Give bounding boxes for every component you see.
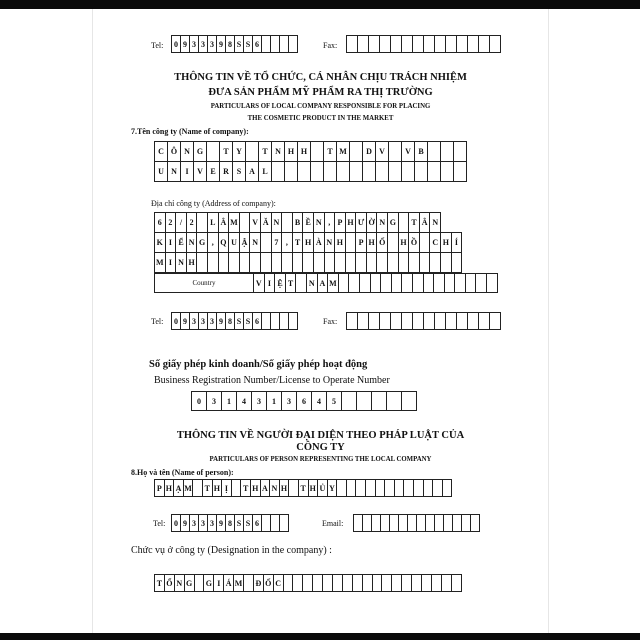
company-address-cell[interactable] <box>451 252 463 273</box>
tel-digit-cell[interactable]: 3 <box>198 312 208 330</box>
company-address-cell[interactable]: H <box>302 232 314 253</box>
company-name-cell[interactable] <box>323 161 337 182</box>
business-digit-cell[interactable]: 3 <box>281 391 297 411</box>
tel-digit-cell[interactable] <box>288 312 298 330</box>
rep-name-cell[interactable]: Y <box>327 479 338 497</box>
rep-name-label: 8.Họ và tên (Name of person): <box>131 468 234 477</box>
rep-name-cell[interactable]: H <box>308 479 319 497</box>
rep-section-title-en: PARTICULARS OF PERSON REPRESENTING THE LOCAL COMPANY <box>209 456 432 463</box>
designation-cell[interactable] <box>451 574 462 592</box>
tel-digit-cell[interactable]: 0 <box>171 312 181 330</box>
tel-digit-cell[interactable]: S <box>243 35 253 53</box>
tel-label-mid: Tel: <box>151 317 164 326</box>
company-name-cell[interactable] <box>206 141 220 162</box>
rep-name-cell[interactable]: N <box>269 479 280 497</box>
rep-name-cell[interactable]: H <box>279 479 290 497</box>
business-digit-cell[interactable]: 1 <box>266 391 282 411</box>
designation-cell[interactable]: Ố <box>263 574 274 592</box>
company-name-cell[interactable]: L <box>258 161 272 182</box>
company-name-cell[interactable]: T <box>323 141 337 162</box>
rep-name-cell[interactable]: Ị <box>221 479 232 497</box>
business-digit-cell[interactable]: 6 <box>296 391 312 411</box>
company-name-cell[interactable]: N <box>180 141 194 162</box>
country-cell[interactable]: A <box>317 273 329 293</box>
business-digit-cell[interactable] <box>386 391 402 411</box>
company-name-cell[interactable] <box>336 161 350 182</box>
company-address-cell[interactable]: N <box>376 212 388 233</box>
country-row <box>154 273 497 293</box>
company-address-cell[interactable]: I <box>165 252 177 273</box>
business-digit-cell[interactable] <box>341 391 357 411</box>
company-address-cell[interactable]: Ể <box>175 232 187 253</box>
country-cell[interactable]: M <box>327 273 339 293</box>
company-name-cell[interactable]: H <box>284 141 298 162</box>
company-address-cell[interactable]: , <box>281 232 293 253</box>
company-name-cell[interactable] <box>427 141 441 162</box>
company-address-row <box>154 232 461 253</box>
company-address-cell[interactable]: Ă <box>260 212 272 233</box>
designation-cell[interactable]: M <box>233 574 244 592</box>
company-address-cell[interactable]: , <box>324 212 336 233</box>
rep-section-title-vn-1: THÔNG TIN VỀ NGƯỜI ĐẠI DIỆN THEO PHÁP LUẬT CỦA <box>176 430 465 441</box>
rep-name-cell[interactable]: M <box>183 479 194 497</box>
company-address-cell[interactable]: N <box>429 212 441 233</box>
company-name-cell[interactable]: M <box>336 141 350 162</box>
company-name-cell[interactable] <box>310 161 324 182</box>
company-name-cell[interactable] <box>388 141 402 162</box>
rep-name-cell[interactable]: Ạ <box>173 479 184 497</box>
company-address-cell[interactable]: Â <box>419 212 431 233</box>
company-name-cell[interactable]: N <box>167 161 181 182</box>
tel-digit-cell[interactable]: 3 <box>198 35 208 53</box>
business-registration-input[interactable] <box>191 391 416 411</box>
company-address-row <box>154 252 461 273</box>
company-name-cell[interactable]: N <box>271 141 285 162</box>
company-address-cell[interactable]: À <box>313 232 325 253</box>
company-address-cell[interactable]: M <box>154 252 166 273</box>
business-digit-cell[interactable] <box>401 391 417 411</box>
company-address-input[interactable] <box>154 212 461 272</box>
country-cell[interactable]: I <box>264 273 276 293</box>
company-name-cell[interactable] <box>349 161 363 182</box>
rep-name-cell[interactable]: T <box>202 479 213 497</box>
company-address-cell[interactable]: H <box>440 232 452 253</box>
rep-tel-digit-cell[interactable]: S <box>234 514 244 532</box>
company-name-cell[interactable] <box>271 161 285 182</box>
tel-digit-cell[interactable]: 3 <box>189 312 199 330</box>
company-name-cell[interactable] <box>427 161 441 182</box>
designation-cell[interactable]: N <box>174 574 185 592</box>
company-address-cell[interactable]: Ố <box>376 232 388 253</box>
company-name-cell[interactable]: V <box>375 141 389 162</box>
fax-input-top[interactable] <box>346 35 500 53</box>
company-section-title-en-2: THE COSMETIC PRODUCT IN THE MARKET <box>247 115 394 122</box>
company-name-cell[interactable] <box>414 161 428 182</box>
company-name-cell[interactable]: G <box>193 141 207 162</box>
country-cell[interactable]: Ệ <box>274 273 286 293</box>
company-name-cell[interactable]: U <box>154 161 168 182</box>
rep-name-cell[interactable]: P <box>154 479 165 497</box>
company-address-cell[interactable]: T <box>408 212 420 233</box>
company-address-cell[interactable]: 2 <box>165 212 177 233</box>
designation-cell[interactable]: C <box>273 574 284 592</box>
company-name-cell[interactable] <box>375 161 389 182</box>
company-address-cell[interactable]: 2 <box>186 212 198 233</box>
designation-input[interactable] <box>154 574 461 592</box>
company-name-row <box>154 161 466 182</box>
company-name-cell[interactable]: V <box>193 161 207 182</box>
tel-digit-cell[interactable]: 8 <box>225 35 235 53</box>
business-digit-cell[interactable]: 5 <box>326 391 342 411</box>
company-name-cell[interactable] <box>453 161 467 182</box>
business-digit-cell[interactable]: 1 <box>221 391 237 411</box>
company-address-cell[interactable]: N <box>324 232 336 253</box>
business-digit-cell[interactable] <box>371 391 387 411</box>
business-digit-cell[interactable]: 0 <box>191 391 207 411</box>
tel-digit-cell[interactable]: S <box>234 35 244 53</box>
company-address-cell[interactable]: Ờ <box>366 212 378 233</box>
company-name-row <box>154 141 466 162</box>
company-name-cell[interactable]: I <box>180 161 194 182</box>
company-address-cell[interactable]: Ề <box>302 212 314 233</box>
rep-name-cell[interactable]: H <box>212 479 223 497</box>
company-name-cell[interactable]: A <box>245 161 259 182</box>
company-address-cell[interactable]: Ồ <box>408 232 420 253</box>
company-address-cell[interactable]: Ậ <box>239 232 251 253</box>
rep-tel-input[interactable] <box>171 514 288 532</box>
country-cell[interactable]: T <box>285 273 297 293</box>
company-name-cell[interactable] <box>245 141 259 162</box>
company-section-title-vn-2: ĐƯA SẢN PHẨM MỸ PHẨM RA THỊ TRƯỜNG <box>208 87 433 98</box>
company-name-cell[interactable] <box>284 161 298 182</box>
tel-digit-cell[interactable] <box>288 35 298 53</box>
rep-tel-digit-cell[interactable]: 9 <box>216 514 226 532</box>
rep-name-cell[interactable]: H <box>250 479 261 497</box>
rep-name-cell[interactable]: T <box>298 479 309 497</box>
tel-input-top[interactable] <box>171 35 297 53</box>
rep-name-cell[interactable] <box>442 479 453 497</box>
company-address-cell[interactable]: H <box>186 252 198 273</box>
company-address-cell[interactable]: L <box>207 212 219 233</box>
rep-tel-digit-cell[interactable]: S <box>243 514 253 532</box>
tel-digit-cell[interactable]: 8 <box>225 312 235 330</box>
company-name-cell[interactable] <box>310 141 324 162</box>
company-name-input[interactable] <box>154 141 466 181</box>
rep-section-title-vn-2: CÔNG TY <box>296 442 345 453</box>
rep-name-cell[interactable]: H <box>164 479 175 497</box>
company-name-cell[interactable]: B <box>414 141 428 162</box>
company-name-cell[interactable] <box>401 161 415 182</box>
company-name-cell[interactable]: Y <box>232 141 246 162</box>
company-address-cell[interactable]: V <box>249 212 261 233</box>
tel-digit-cell[interactable]: S <box>243 312 253 330</box>
bottom-black-border <box>0 633 640 640</box>
company-address-cell[interactable]: T <box>292 232 304 253</box>
company-address-cell[interactable]: M <box>228 212 240 233</box>
company-address-cell[interactable]: Í <box>451 232 463 253</box>
company-name-cell[interactable] <box>440 141 454 162</box>
company-address-cell[interactable]: P <box>334 212 346 233</box>
company-address-cell[interactable]: K <box>154 232 166 253</box>
company-name-cell[interactable] <box>388 161 402 182</box>
tel-digit-cell[interactable]: 3 <box>207 312 217 330</box>
company-address-cell[interactable]: H <box>334 232 346 253</box>
company-name-cell[interactable]: R <box>219 161 233 182</box>
company-address-cell[interactable]: H <box>398 232 410 253</box>
company-address-cell[interactable]: Â <box>218 212 230 233</box>
business-digit-cell[interactable]: 4 <box>236 391 252 411</box>
company-name-cell[interactable]: E <box>206 161 220 182</box>
tel-digit-cell[interactable]: 3 <box>189 35 199 53</box>
tel-digit-cell[interactable]: S <box>234 312 244 330</box>
company-address-cell[interactable]: Ư <box>355 212 367 233</box>
country-label: Country <box>154 273 254 293</box>
company-name-cell[interactable] <box>297 161 311 182</box>
company-address-cell[interactable]: N <box>175 252 187 273</box>
company-name-cell[interactable]: C <box>154 141 168 162</box>
company-address-cell[interactable]: I <box>165 232 177 253</box>
designation-cell[interactable]: T <box>154 574 165 592</box>
company-address-cell[interactable]: Q <box>218 232 230 253</box>
company-address-cell[interactable]: G <box>196 232 208 253</box>
company-name-cell[interactable]: T <box>258 141 272 162</box>
company-section-title-vn-1: THÔNG TIN VỀ TỔ CHỨC, CÁ NHÂN CHỊU TRÁCH NHIỆM <box>174 72 467 83</box>
company-address-label: Địa chỉ công ty (Address of company): <box>151 199 276 208</box>
business-title-en: Business Registration Number/License to Operate Number <box>154 375 390 386</box>
company-name-cell[interactable] <box>453 141 467 162</box>
tel-digit-cell[interactable]: 0 <box>171 35 181 53</box>
fax-label-top: Fax: <box>323 41 338 50</box>
rep-email-cell[interactable] <box>470 514 480 532</box>
business-digit-cell[interactable] <box>356 391 372 411</box>
designation-cell[interactable]: Đ <box>253 574 264 592</box>
company-name-label: 7.Tên công ty (Name of company): <box>131 127 249 136</box>
business-title-vn: Số giấy phép kinh doanh/Số giấy phép hoạt động <box>149 359 368 370</box>
designation-cell[interactable]: Ổ <box>164 574 175 592</box>
company-address-cell[interactable]: 6 <box>154 212 166 233</box>
company-address-cell[interactable]: G <box>387 212 399 233</box>
top-black-border <box>0 0 640 9</box>
tel-digit-cell[interactable]: 6 <box>252 35 262 53</box>
tel-input-mid[interactable] <box>171 312 297 330</box>
company-address-cell[interactable]: H <box>345 212 357 233</box>
business-digit-cell[interactable]: 3 <box>206 391 222 411</box>
fax-digit-cell[interactable] <box>489 312 501 330</box>
tel-digit-cell[interactable]: 3 <box>207 35 217 53</box>
company-address-cell[interactable]: N <box>186 232 198 253</box>
country-input[interactable] <box>253 273 497 293</box>
company-address-cell[interactable]: P <box>355 232 367 253</box>
rep-tel-digit-cell[interactable] <box>279 514 289 532</box>
country-cell[interactable]: V <box>253 273 265 293</box>
company-name-cell[interactable] <box>349 141 363 162</box>
rep-email-label: Email: <box>322 519 344 528</box>
fax-label-mid: Fax: <box>323 317 338 326</box>
rep-tel-digit-cell[interactable]: 8 <box>225 514 235 532</box>
rep-tel-digit-cell[interactable]: 9 <box>180 514 190 532</box>
fax-digit-cell[interactable] <box>489 35 501 53</box>
company-address-cell[interactable]: / <box>175 212 187 233</box>
rep-name-cell[interactable]: Ủ <box>317 479 328 497</box>
company-address-row <box>154 212 461 233</box>
company-address-cell[interactable]: N <box>271 212 283 233</box>
company-name-cell[interactable]: S <box>232 161 246 182</box>
tel-digit-cell[interactable]: 6 <box>252 312 262 330</box>
rep-tel-digit-cell[interactable]: 3 <box>207 514 217 532</box>
fax-input-mid[interactable] <box>346 312 500 330</box>
rep-tel-label: Tel: <box>153 519 166 528</box>
business-digit-cell[interactable]: 4 <box>311 391 327 411</box>
designation-cell[interactable]: G <box>184 574 195 592</box>
company-address-cell[interactable]: C <box>429 232 441 253</box>
company-address-cell[interactable]: 7 <box>271 232 283 253</box>
rep-tel-digit-cell[interactable]: 3 <box>198 514 208 532</box>
company-address-cell[interactable]: B <box>292 212 304 233</box>
company-name-cell[interactable]: D <box>362 141 376 162</box>
company-address-cell[interactable]: , <box>207 232 219 253</box>
country-cell[interactable] <box>486 273 498 293</box>
country-cell[interactable]: N <box>306 273 318 293</box>
company-name-cell[interactable]: H <box>297 141 311 162</box>
company-address-cell[interactable]: N <box>313 212 325 233</box>
designation-cell[interactable]: G <box>203 574 214 592</box>
rep-name-input[interactable] <box>154 479 451 497</box>
tel-digit-cell[interactable]: 9 <box>180 312 190 330</box>
company-address-cell[interactable]: H <box>366 232 378 253</box>
rep-email-input[interactable] <box>353 514 479 532</box>
designation-cell[interactable]: I <box>213 574 224 592</box>
rep-name-cell[interactable]: A <box>260 479 271 497</box>
rep-tel-digit-cell[interactable]: 0 <box>171 514 181 532</box>
rep-tel-digit-cell[interactable]: 6 <box>252 514 262 532</box>
rep-name-cell[interactable]: T <box>240 479 251 497</box>
rep-tel-digit-cell[interactable]: 3 <box>189 514 199 532</box>
company-name-cell[interactable] <box>362 161 376 182</box>
designation-label: Chức vụ ở công ty (Designation in the company) : <box>131 545 332 556</box>
tel-digit-cell[interactable]: 9 <box>180 35 190 53</box>
tel-digit-cell[interactable]: 9 <box>216 312 226 330</box>
company-name-cell[interactable]: V <box>401 141 415 162</box>
business-digit-cell[interactable]: 3 <box>251 391 267 411</box>
company-address-cell[interactable]: U <box>228 232 240 253</box>
tel-label-top: Tel: <box>151 41 164 50</box>
designation-cell[interactable]: Á <box>223 574 234 592</box>
company-section-title-en-1: PARTICULARS OF LOCAL COMPANY RESPONSIBLE FOR PLACING <box>210 103 431 110</box>
company-address-cell[interactable]: N <box>249 232 261 253</box>
tel-digit-cell[interactable]: 9 <box>216 35 226 53</box>
company-name-cell[interactable]: T <box>219 141 233 162</box>
company-name-cell[interactable] <box>440 161 454 182</box>
company-name-cell[interactable]: Ô <box>167 141 181 162</box>
